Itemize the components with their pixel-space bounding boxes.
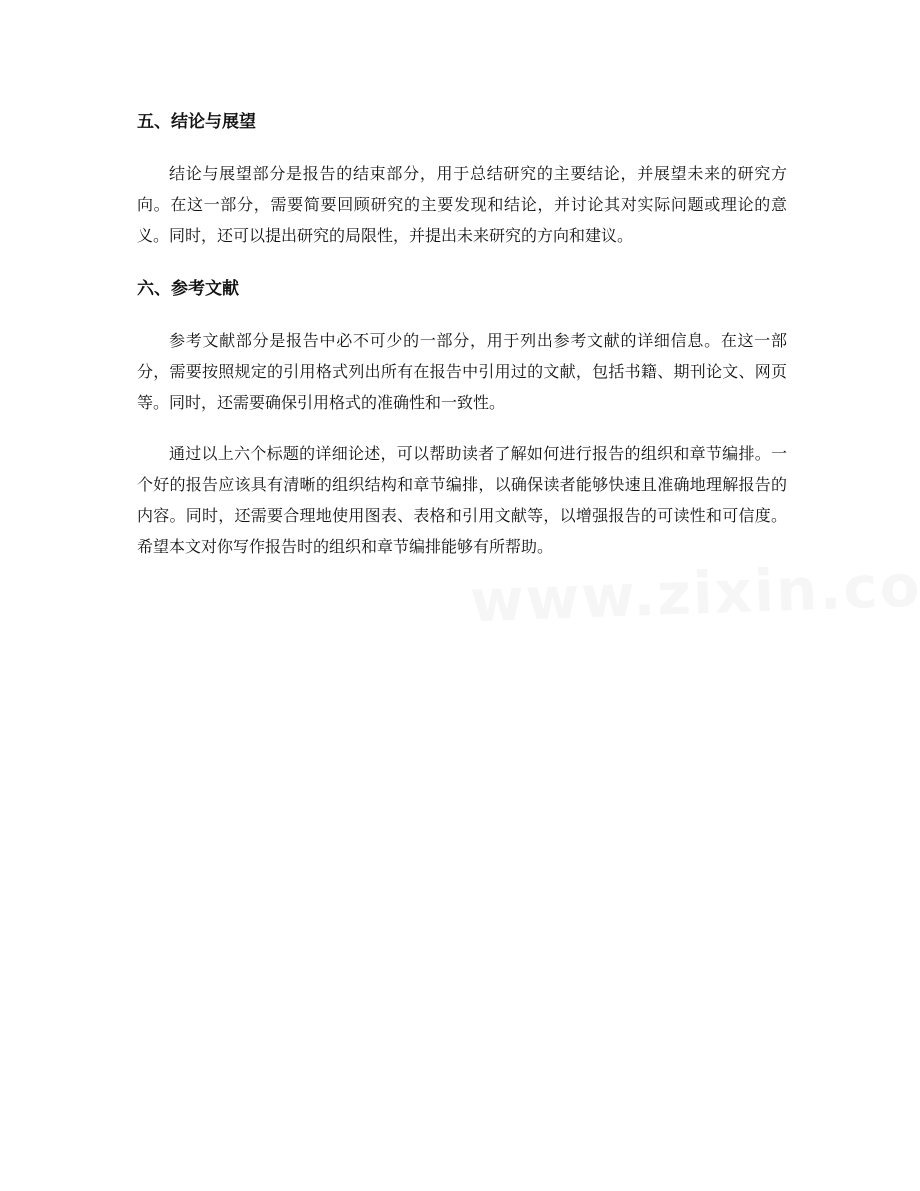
paragraph-conclusion: 结论与展望部分是报告的结束部分，用于总结研究的主要结论，并展望未来的研究方向。在这一部分，需要简要回顾研究的主要发现和结论，并讨论其对实际问题或理论的意义。同时，还可以提出研究的局限性，并提出未来研究的方向和建议。 [137, 164, 787, 245]
paragraph-references: 参考文献部分是报告中必不可少的一部分，用于列出参考文献的详细信息。在这一部分，需要按照规定的引用格式列出所有在报告中引用过的文献，包括书籍、期刊论文、网页等。同时，还需要确保引用格式的准确性和一致性。 [137, 331, 787, 412]
section-heading-references: 六、参考文献 [137, 279, 239, 299]
paragraph-summary: 通过以上六个标题的详细论述，可以帮助读者了解如何进行报告的组织和章节编排。一个好的报告应该具有清晰的组织结构和章节编排，以确保读者能够快速且准确地理解报告的内容。同时，还需要合理地使用图表、表格和引用文献等，以增强报告的可读性和可信度。希望本文对你写作报告时的组织和章节编排能够有所帮助。 [137, 444, 787, 556]
watermark [469, 553, 891, 636]
section-heading-conclusion: 五、结论与展望 [137, 112, 256, 132]
document-body [137, 108, 787, 562]
